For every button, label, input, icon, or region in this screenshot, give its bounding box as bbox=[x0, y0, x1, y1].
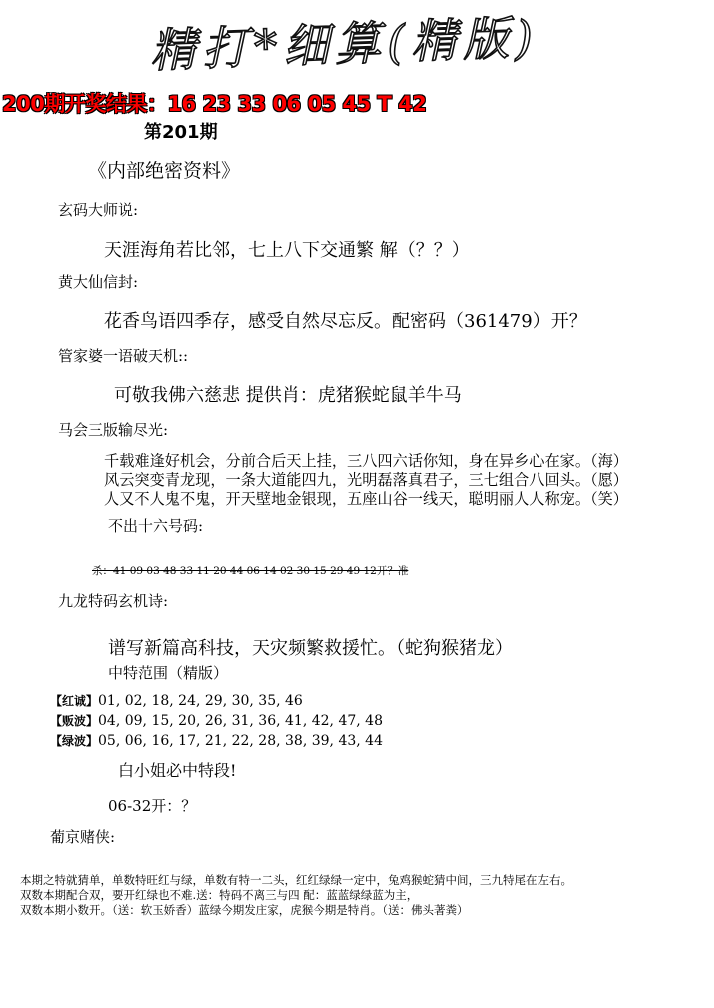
section-label-3: 管家婆一语破天机:: bbox=[58, 347, 189, 365]
poem-line: 风云突变青龙现，一条大道能四九，光明磊落真君子，三七组合八回头。（愿） bbox=[104, 471, 628, 489]
poem-block bbox=[104, 452, 628, 509]
range-row-red bbox=[50, 692, 303, 709]
range-row-blue bbox=[50, 712, 383, 729]
kill-numbers: 杀：41 09 03 48 33 11 20 44 06 14 02 30 15 29 49 12开？准 bbox=[92, 565, 409, 577]
section-text-3: 可敬我佛六慈悲 提供肖：虎猪猴蛇鼠羊牛马 bbox=[114, 385, 462, 406]
bottom-line: 本期之特就猜单，单数特旺红与绿，单数有特一二头，红红绿绿一定中，兔鸡猴蛇猜中间，三九特尾在左右。 bbox=[20, 873, 572, 887]
section-text-7: 白小姐必中特段! bbox=[118, 761, 237, 780]
section-text-6: 谱写新篇高科技，天灾频繁救援忙。（蛇狗猴猪龙） bbox=[108, 638, 513, 659]
range-tag: 【绿波】 bbox=[50, 734, 99, 748]
section-label-5: 不出十六号码: bbox=[108, 517, 204, 535]
bottom-line: 双数本期小数开。（送：软玉娇香）蓝绿今期发庄家，虎猴今期是特肖。（送：佛头著粪） bbox=[20, 903, 469, 917]
range-numbers: 05, 06, 16, 17, 21, 22, 28, 38, 39, 43, 44 bbox=[98, 733, 383, 749]
range-row-green bbox=[50, 732, 383, 749]
section-label-1: 玄码大师说: bbox=[58, 201, 139, 219]
bottom-line: 双数本期配合双，要开红绿也不难.送：特码不离三与四 配：蓝蓝绿绿蓝为主， bbox=[20, 888, 419, 902]
poem-line: 千载难逢好机会，分前合后天上挂，三八四六话你知，身在异乡心在家。（海） bbox=[104, 452, 628, 470]
range-tag: 【贩波】 bbox=[50, 714, 99, 728]
section-label-2: 黄大仙信封: bbox=[58, 273, 139, 291]
range-numbers: 01, 02, 18, 24, 29, 30, 35, 46 bbox=[98, 693, 303, 709]
section-label-4: 马会三版输尽光: bbox=[58, 421, 169, 439]
section-label-6: 九龙特码玄机诗: bbox=[58, 592, 169, 610]
previous-result: 200期开奖结果：16 23 33 06 05 45 T 42 bbox=[2, 92, 427, 116]
section-label-8: 葡京赌侠: bbox=[50, 828, 116, 846]
period-number: 第201期 bbox=[144, 122, 218, 143]
section-text-2: 花香鸟语四季存，感受自然尽忘反。配密码（361479）开？ bbox=[104, 311, 587, 332]
range-tag: 【红诚】 bbox=[50, 694, 99, 708]
poem-line: 人又不人鬼不鬼，开天壁地金银现，五座山谷一线天，聪明丽人人称宠。（笑） bbox=[104, 490, 628, 508]
range-title: 中特范围（精版） bbox=[108, 664, 229, 682]
segment-range: 06-32开：？ bbox=[108, 797, 197, 815]
doc-title: 《内部绝密资料》 bbox=[88, 160, 241, 182]
section-text-1: 天涯海角若比邻，七上八下交通繁 解（？？） bbox=[104, 240, 470, 261]
range-numbers: 04, 09, 15, 20, 26, 31, 36, 41, 42, 47, 48 bbox=[98, 713, 383, 729]
banner-title: 精打*细算(精版) bbox=[149, 10, 540, 78]
